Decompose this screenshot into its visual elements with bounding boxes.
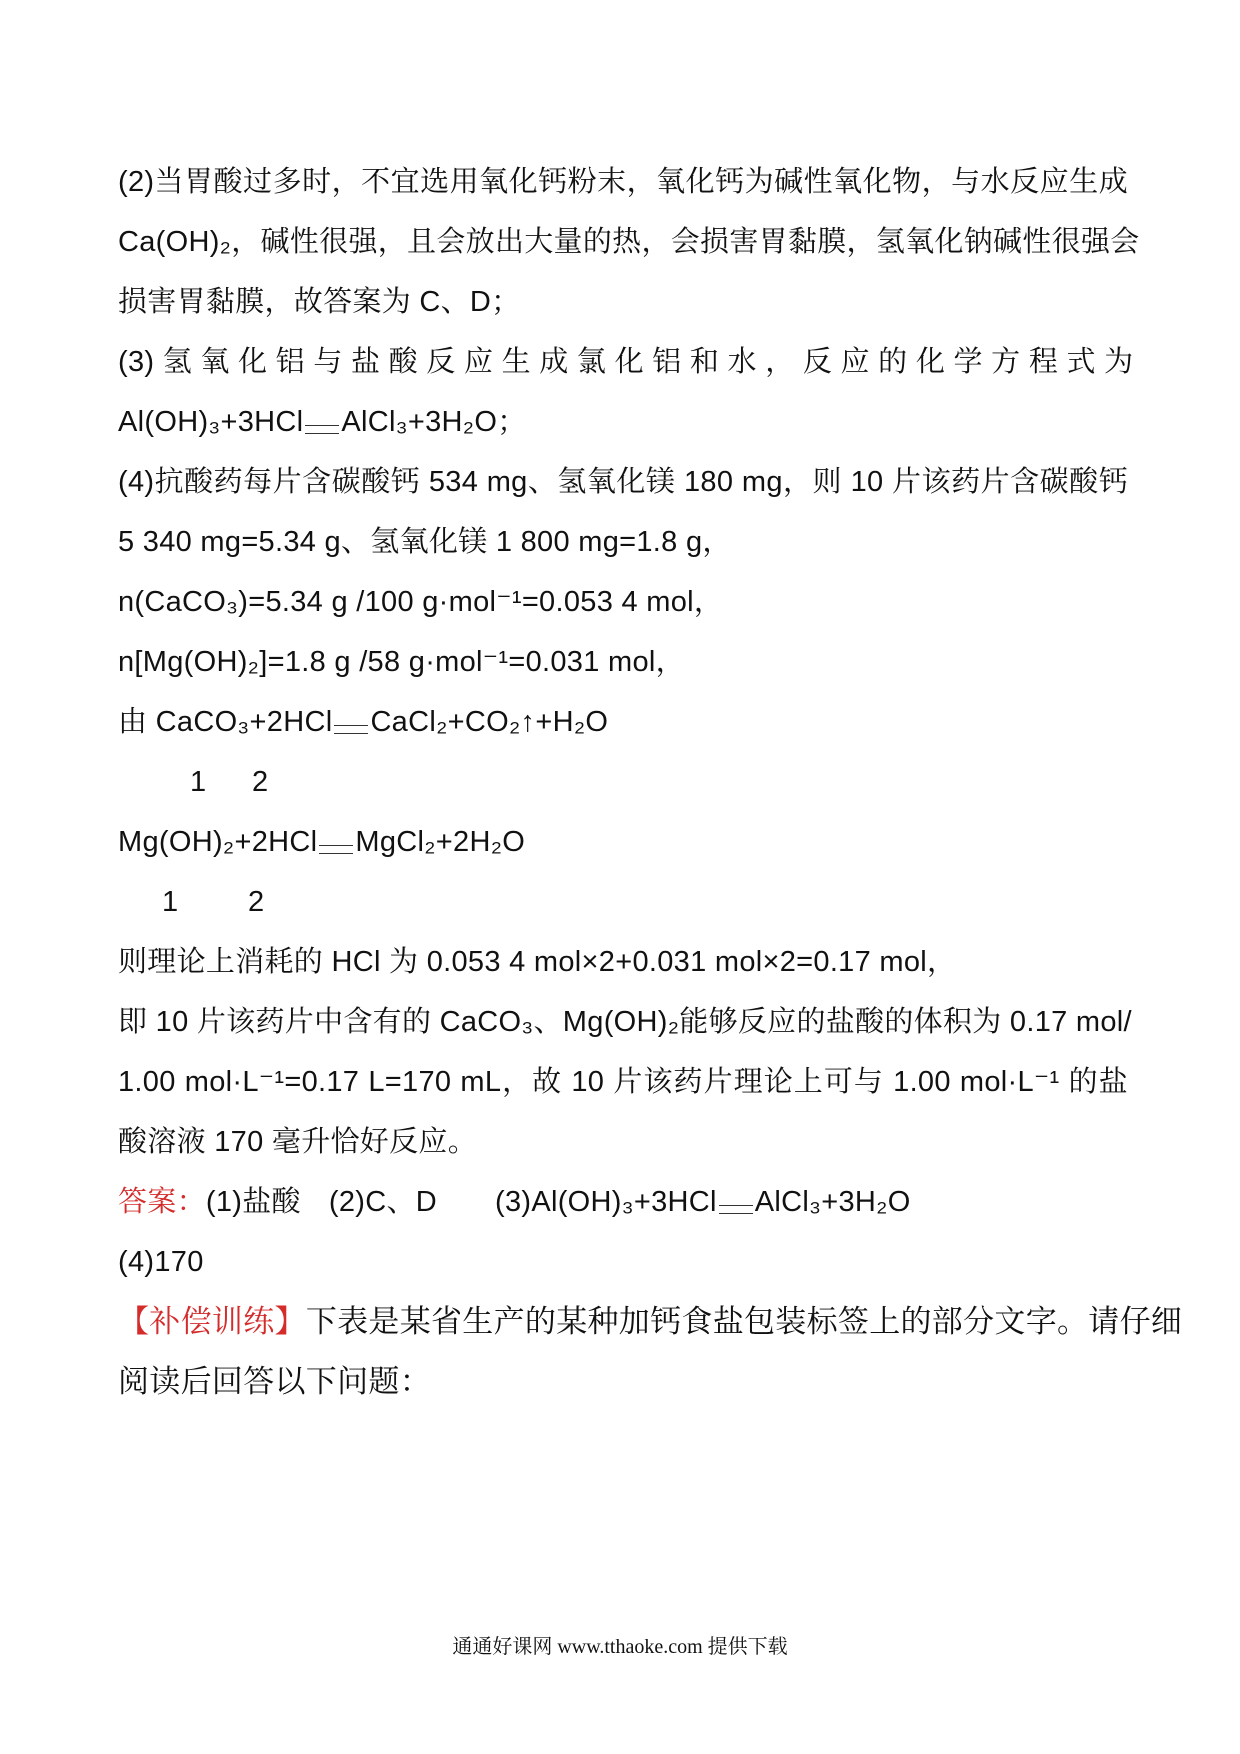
equation-reactants: Mg(OH)₂+2HCl [118,826,318,858]
equation-caco3 [118,702,1128,742]
answer-part-3-reactants: (3)Al(OH)₃+3HCl [495,1186,717,1218]
text-line-16: 1.00 mol·L⁻¹=0.17 L=170 mL，故 10 片该药片理论上可与 1.00 mol·L⁻¹ 的盐 [118,1066,1128,1098]
ratio-value: 2 [248,886,265,918]
equals-sign-icon [719,1205,753,1214]
text-line-2: Ca(OH)₂，碱性很强，且会放出大量的热，会损害胃黏膜，氢氧化钠碱性很强会 [118,226,1140,258]
equation-mgoh2 [118,822,1128,862]
answer-part-1: (1)盐酸 [205,1186,301,1218]
text-line-8: n(CaCO₃)=5.34 g /100 g·mol⁻¹=0.053 4 mol， [118,586,724,618]
equals-sign-icon [305,425,339,434]
ratio-value: 1 [190,766,207,798]
equation-products: MgCl₂+2H₂O [355,826,526,858]
equation-products: CaCl₂+CO₂↑+H₂O [370,706,609,738]
equation-reactants: Al(OH)₃+3HCl [118,406,304,438]
equals-sign-icon [319,845,353,854]
equation-al-oh3 [118,402,1128,442]
answer-part-2: (2)C、D [328,1186,437,1218]
ratio-value: 1 [162,886,179,918]
text-line-15: 即 10 片该药片中含有的 CaCO₃、Mg(OH)₂能够反应的盐酸的体积为 0.17 mol/ [118,1006,1132,1038]
practice-line [118,1302,1183,1342]
text-line-17: 酸溶液 170 毫升恰好反应。 [118,1126,477,1158]
answer-line [118,1182,1128,1222]
practice-label: 【补偿训练】 [118,1304,306,1339]
text-line-21: 阅读后回答以下问题： [118,1364,431,1399]
footer-source: 通通好课网 www.tthaoke.com 提供下载 [452,1636,788,1658]
answer-part-3-products: AlCl₃+3H₂O [754,1186,911,1218]
equals-sign-icon [334,725,368,734]
text-line-7: 5 340 mg=5.34 g、氢氧化镁 1 800 mg=1.8 g， [118,526,732,558]
text-line-1: (2)当胃酸过多时，不宜选用氧化钙粉末，氧化钙为碱性氧化物，与水反应生成 [118,166,1128,198]
practice-text: 下表是某省生产的某种加钙食盐包装标签上的部分文字。请仔细 [305,1304,1183,1339]
answer-part-4: (4)170 [118,1246,204,1278]
text-line-14: 则理论上消耗的 HCl 为 0.053 4 mol×2+0.031 mol×2=0.17 mol， [118,946,957,978]
answer-label: 答案： [118,1186,206,1218]
equation-products: AlCl₃+3H₂O； [341,406,527,438]
text-line-9: n[Mg(OH)₂]=1.8 g /58 g·mol⁻¹=0.031 mol， [118,646,685,678]
equation-reactants: 由 CaCO₃+2HCl [118,706,333,738]
text-line-4: (3) 氢 氧 化 铝 与 盐 酸 反 应 生 成 氯 化 铝 和 水 ， 反 应 的 化 学 方 程 式 为 [118,346,1134,378]
text-line-3: 损害胃黏膜，故答案为 C、D； [118,286,521,318]
ratio-value: 2 [252,766,269,798]
text-line-6: (4)抗酸药每片含碳酸钙 534 mg、氢氧化镁 180 mg，则 10 片该药片含碳酸钙 [118,466,1128,498]
